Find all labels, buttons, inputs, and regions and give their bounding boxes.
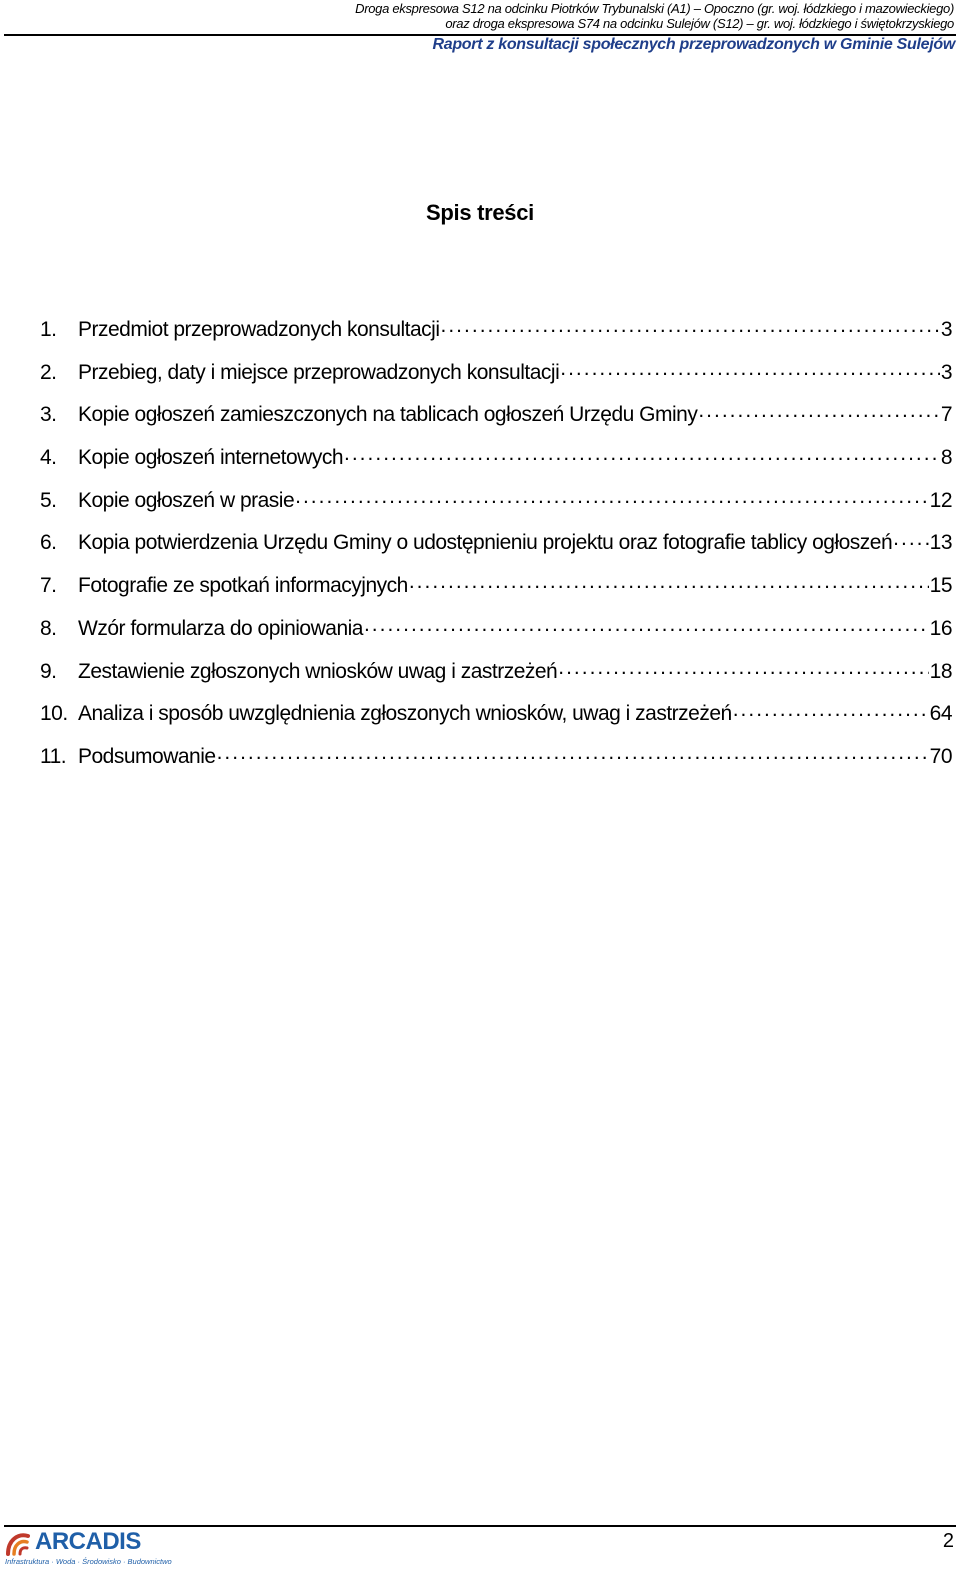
- toc-item[interactable]: [40, 657, 952, 700]
- toc-title: Spis treści: [426, 200, 534, 225]
- logo-wordmark: ARCADIS: [35, 1528, 141, 1555]
- arcadis-logo: [5, 1528, 172, 1568]
- toc-item-page: 12: [929, 488, 952, 512]
- toc-dot-leader: [441, 315, 940, 336]
- toc-item[interactable]: [40, 315, 952, 358]
- toc-item-title: Kopie ogłoszeń zamieszczonych na tablicach ogłoszeń Urzędu Gminy: [78, 403, 698, 427]
- toc-item-number: 11.: [40, 744, 67, 768]
- toc-item-title: Analiza i sposób uwzględnienia zgłoszonych wniosków, uwag i zastrzeżeń: [78, 702, 732, 726]
- toc-item-number: 7.: [40, 574, 57, 598]
- toc-item[interactable]: [40, 443, 952, 486]
- toc-item[interactable]: [40, 486, 952, 529]
- toc-item-page: 15: [929, 574, 952, 598]
- toc-item[interactable]: [40, 358, 952, 401]
- toc-item-page: 70: [929, 744, 952, 768]
- toc-item-title: Fotografie ze spotkań informacyjnych: [78, 574, 408, 598]
- toc-item-number: 4.: [40, 446, 57, 470]
- toc-item-page: 8: [940, 446, 952, 470]
- toc-item-page: 13: [929, 531, 952, 555]
- toc-dot-leader: [560, 358, 940, 379]
- toc-item-number: 8.: [40, 616, 57, 640]
- toc-item-title: Wzór formularza do opiniowania: [78, 616, 363, 640]
- logo-tagline: Infrastruktura · Woda · Środowisko · Budownictwo: [5, 1557, 172, 1566]
- header-project-line-2: oraz droga ekspresowa S74 na odcinku Sulejów (S12) – gr. woj. łódzkiego i świętokrzyskiego: [445, 16, 954, 31]
- toc-item[interactable]: [40, 614, 952, 657]
- toc-item[interactable]: [40, 742, 952, 785]
- toc-dot-leader: [295, 486, 929, 507]
- toc-dot-leader: [409, 571, 929, 592]
- toc-item-title: Przebieg, daty i miejsce przeprowadzonych konsultacji: [78, 360, 560, 384]
- page-number: 2: [942, 1530, 954, 1552]
- toc-item-number: 2.: [40, 360, 57, 384]
- toc-item-number: 6.: [40, 531, 57, 555]
- toc-item-page: 18: [929, 659, 952, 683]
- toc-item-number: 9.: [40, 659, 57, 683]
- toc-item-page: 3: [940, 360, 952, 384]
- toc-dot-leader: [364, 614, 929, 635]
- toc-dot-leader: [893, 528, 928, 549]
- toc-dot-leader: [733, 699, 929, 720]
- footer-divider: [4, 1525, 956, 1527]
- toc-item-title: Kopie ogłoszeń w prasie: [78, 488, 295, 512]
- table-of-contents: [40, 315, 952, 785]
- toc-dot-leader: [344, 443, 940, 464]
- toc-item-title: Kopie ogłoszeń internetowych: [78, 446, 344, 470]
- toc-item-number: 5.: [40, 488, 57, 512]
- toc-item-title: Podsumowanie: [78, 744, 216, 768]
- toc-item-page: 16: [929, 616, 952, 640]
- toc-item-number: 10.: [40, 702, 68, 726]
- toc-item-page: 64: [929, 702, 952, 726]
- toc-item-number: 1.: [40, 318, 57, 341]
- toc-item[interactable]: [40, 400, 952, 443]
- toc-item[interactable]: [40, 571, 952, 614]
- header-project-line-1: Droga ekspresowa S12 na odcinku Piotrków Trybunalski (A1) – Opoczno (gr. woj. łódzkiego i mazowieckiego): [355, 1, 954, 16]
- toc-item-title: Kopia potwierdzenia Urzędu Gminy o udostępnieniu projektu oraz fotografie tablicy ogłoszeń: [78, 531, 893, 555]
- toc-dot-leader: [558, 657, 928, 678]
- toc-item-page: 3: [940, 318, 952, 341]
- toc-item-title: Zestawienie zgłoszonych wniosków uwag i zastrzeżeń: [78, 659, 558, 683]
- toc-item-page: 7: [940, 403, 952, 427]
- toc-item-number: 3.: [40, 403, 57, 427]
- toc-item[interactable]: [40, 699, 952, 742]
- arcadis-logo-mark-icon: [5, 1530, 31, 1556]
- toc-item-title: Przedmiot przeprowadzonych konsultacji: [78, 318, 440, 341]
- toc-dot-leader: [698, 400, 939, 421]
- header-report-title: Raport z konsultacji społecznych przeprowadzonych w Gminie Sulejów: [432, 36, 955, 53]
- toc-dot-leader: [217, 742, 929, 763]
- toc-item[interactable]: [40, 528, 952, 571]
